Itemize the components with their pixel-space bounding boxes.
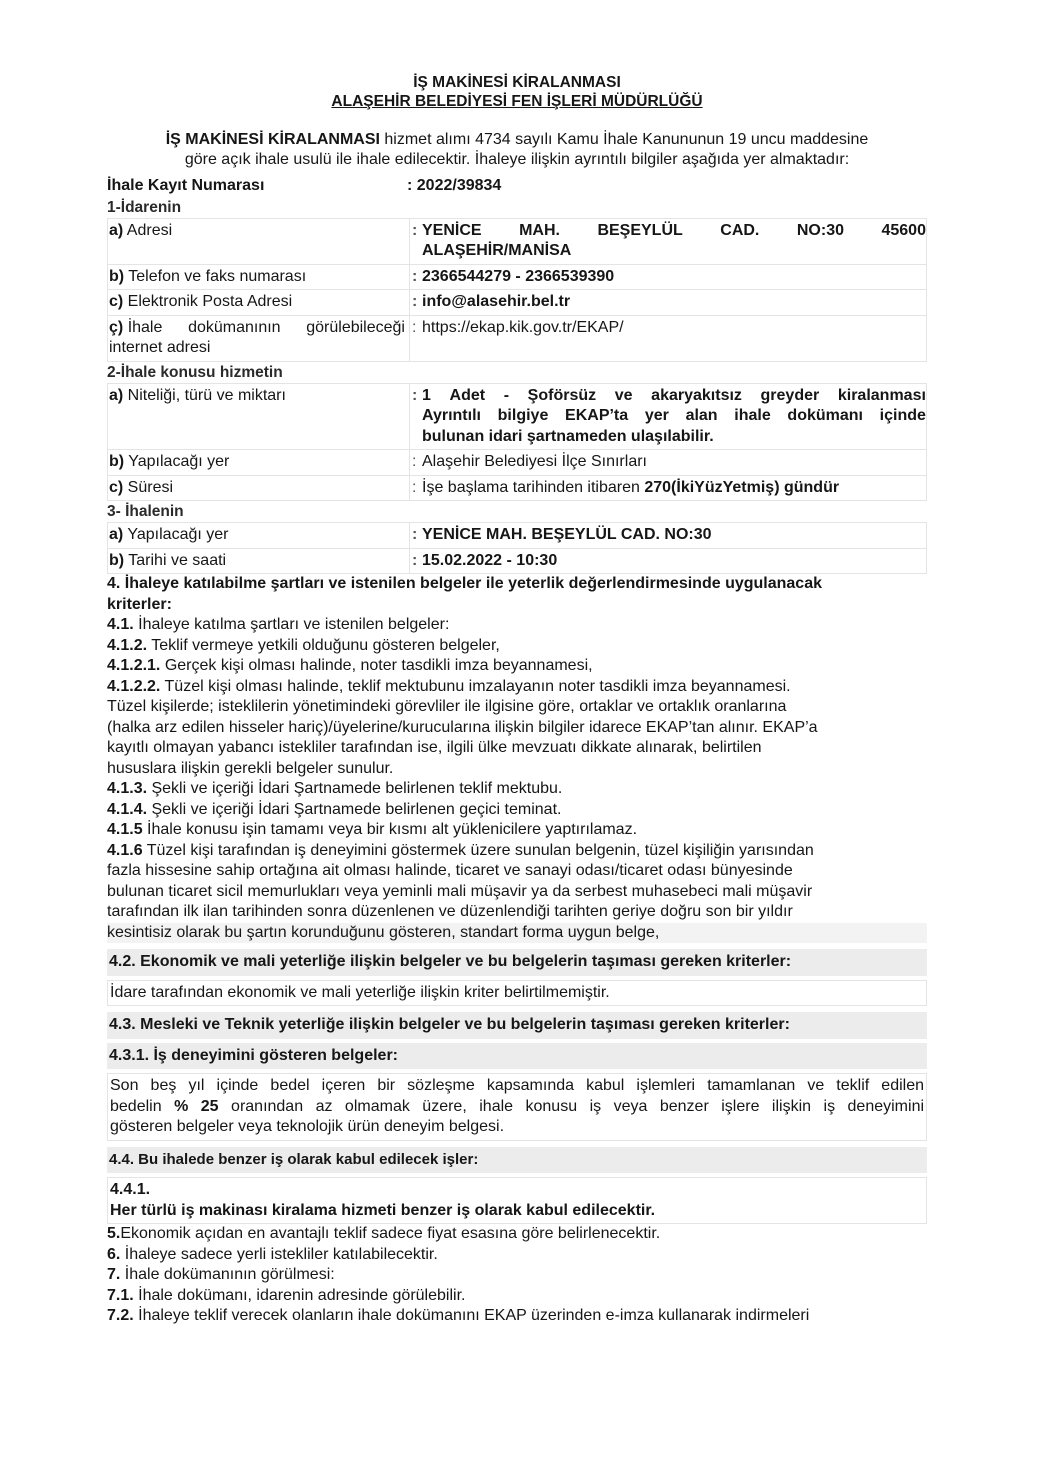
item-text: (halka arz edilen hisseler hariç)/üyelerine/kurucularına ilişkin bilgiler idarece EKAP’tan alınır. EKAP’a: [107, 718, 818, 736]
idare-table: [107, 218, 927, 362]
nitelik-word: EKAP’ta: [565, 407, 629, 424]
adres-word: : YENİCE: [422, 221, 482, 239]
nitelik-word: Şoförsüz: [527, 386, 597, 404]
tarih-label: Tarihi ve saati: [124, 551, 227, 569]
item-text: İhaleye sadece yerli istekliler katılabilecektir.: [120, 1245, 438, 1263]
section-idare: 1-İdarenin: [107, 198, 182, 216]
item-text: Tüzel kişi tarafından iş deneyimini göstermek üzere sunulan belgenin, tüzel kişiliğin yarısından: [142, 841, 814, 859]
nitelik-word: alan: [685, 407, 718, 424]
table-row: [108, 548, 927, 574]
adres-word: MAH.: [519, 221, 560, 239]
internet-label-line-2: internet adresi: [109, 339, 211, 356]
nitelik-word: : 1: [422, 386, 431, 404]
item-number: 6.: [107, 1245, 121, 1263]
telefon-value: : 2366544279 - 2366539390: [410, 264, 927, 290]
para-4-1-2-2: [107, 677, 927, 780]
item-text: Şekli ve içeriği İdari Şartnamede belirlenen teklif mektubu.: [147, 780, 563, 797]
heading-4-2: 4.2. Ekonomik ve mali yeterliğe ilişkin belgeler ve bu belgelerin taşıması gereken kriterler:: [107, 949, 927, 976]
para-7-2: [107, 1306, 927, 1327]
section-hizmet: 2-İhale konusu hizmetin: [107, 363, 283, 381]
item-text: bedelin: [110, 1097, 175, 1115]
item-number: 4.1.2.: [107, 636, 148, 654]
para-4-1-6: [107, 841, 927, 944]
nitelik-word: greyder: [760, 386, 820, 404]
nitelik-word: Ayrıntılı: [422, 407, 481, 424]
item-number: 5.: [107, 1225, 121, 1242]
para-4-1: [107, 615, 927, 636]
nitelik-label: Niteliği, türü ve miktarı: [123, 386, 286, 404]
table-row: [108, 218, 927, 264]
item-text: kesintisiz olarak bu şartın korunduğunu gösteren, standart forma uygun belge,: [107, 923, 927, 944]
ihale-table: [107, 522, 927, 574]
item-number: 4.1.2.2.: [107, 677, 161, 695]
item-text: İhale dokümanı, idarenin adresinde görülebilir.: [133, 1286, 466, 1304]
table-row: [108, 475, 927, 501]
sure-label: Süresi: [123, 478, 174, 496]
nitelik-word: akaryakıtsız: [651, 386, 742, 404]
item-number: 7.1.: [107, 1286, 134, 1304]
nitelik-word: ve: [614, 386, 633, 404]
item-number: 4.1.3.: [107, 780, 148, 797]
table-row: [108, 315, 927, 361]
item-number: 4.1.: [107, 616, 134, 633]
heading-4-line-1: 4. İhaleye katılabilme şartları ve istenilen belgeler ile yeterlik değerlendirmesinde uygulanacak: [107, 575, 822, 592]
item-text: Şekli ve içeriği İdari Şartnamede belirlenen geçici teminat.: [147, 800, 562, 818]
nitelik-value: [410, 383, 927, 450]
internet-value: : https://ekap.kik.gov.tr/EKAP/: [410, 315, 927, 361]
ihale-kayit-value: : 2022/39834: [407, 177, 502, 194]
para-4-3-1: [107, 1073, 927, 1141]
row-prefix: b): [109, 267, 125, 285]
item-text: Tüzel kişi olması halinde, teklif mektubunu imzalayanın noter tasdikli imza beyannamesi.: [160, 677, 791, 695]
item-number: 4.1.4.: [107, 800, 148, 818]
adres-word: BEŞEYLÜL: [597, 221, 683, 239]
item-number: 7.: [107, 1266, 121, 1283]
nitelik-word: ihale: [734, 407, 771, 424]
yer-label: Yapılacağı yer: [124, 453, 230, 470]
table-row: [108, 264, 927, 290]
adres-word: 45600: [881, 221, 926, 239]
sure-text: İşe başlama tarihinden itibaren: [422, 478, 645, 496]
item-number: 4.1.2.1.: [107, 657, 161, 674]
sure-value: [410, 475, 927, 501]
sure-bold: 270(İkiYüzYetmiş) gündür: [644, 478, 840, 496]
row-prefix: c): [109, 293, 124, 310]
label-word: dokümanının: [188, 318, 281, 336]
adres-word: NO:30: [796, 221, 844, 239]
item-text: kayıtlı olmayan yabancı istekliler tarafından ise, ilgili ülke mevzuatı dikkate alınarak, belirtilen: [107, 739, 762, 756]
ihale-kayit-row: [107, 176, 927, 197]
nitelik-word: bilgiye: [497, 407, 549, 424]
adres-word: CAD.: [720, 221, 760, 239]
item-text: Ekonomik açıdan en avantajlı teklif sadece fiyat esasına göre belirlenecektir.: [120, 1225, 661, 1242]
nitelik-word: içinde: [879, 407, 926, 424]
para-7-1: [107, 1286, 927, 1307]
nitelik-word: -: [503, 386, 510, 404]
item-text: bulunan ticaret sicil memurlukları veya yeminli mali müşavir ya da serbest muhasebeci mali müşavir: [107, 882, 813, 900]
para-4-1-2-1: [107, 656, 927, 677]
row-prefix: a): [109, 221, 124, 239]
table-row: [108, 523, 927, 549]
nitelik-word: yer: [644, 407, 669, 424]
item-text: Teklif vermeye yetkili olduğunu gösteren belgeler,: [147, 636, 500, 654]
yer-value: : Alaşehir Belediyesi İlçe Sınırları: [410, 450, 927, 476]
label-word: İhale: [127, 318, 163, 336]
item-text-line-2: [110, 1097, 924, 1118]
label-word: görülebileceği: [306, 318, 405, 336]
para-4-2: İdare tarafından ekonomik ve mali yeterliğe ilişkin kriter belirtilmemiştir.: [107, 980, 927, 1007]
item-text: İhaleye katılma şartları ve istenilen belgeler:: [133, 616, 450, 633]
item-text: Gerçek kişi olması halinde, noter tasdikli imza beyannamesi,: [160, 657, 593, 674]
row-prefix: a): [109, 526, 124, 543]
item-text: tarafından ilk ilan tarihinden sonra düzenlenen ve düzenlendiği tarihten geriye doğru son bir yıldır: [107, 903, 793, 920]
row-prefix: a): [109, 386, 124, 404]
intro-line-2: göre açık ihale usulü ile ihale edilecektir. İhaleye ilişkin ayrıntılı bilgiler aşağıda yer almaktadır:: [184, 151, 850, 168]
tarih-value: : 15.02.2022 - 10:30: [410, 548, 927, 574]
adres-line-2: ALAŞEHİR/MANİSA: [422, 242, 572, 259]
section-ihale: 3- İhalenin: [107, 503, 184, 520]
para-4-1-2: [107, 636, 927, 657]
hizmet-table: [107, 383, 927, 502]
table-row: [108, 450, 927, 476]
heading-4-4: 4.4. Bu ihalede benzer iş olarak kabul edilecek işler:: [107, 1147, 927, 1174]
ihale-yer-value: : YENİCE MAH. BEŞEYLÜL CAD. NO:30: [410, 523, 927, 549]
item-text: fazla hissesine sahip ortağına ait olması halinde, ticaret ve sanayi odası/ticaret odası bünyesinde: [107, 862, 793, 879]
nitelik-word: Adet: [449, 386, 486, 404]
item-text: Son beş yıl içinde bedel içeren bir sözleşme kapsamında kabul işlemleri tamamlanan ve teklif edilen: [110, 1077, 924, 1094]
para-5: [107, 1224, 927, 1245]
heading-4-line-2: kriterler:: [107, 595, 172, 613]
item-text: oranından az olmamak üzere, ihale konusu iş veya benzer işlere ilişkin iş deneyimini: [218, 1097, 925, 1115]
item-number: 7.2.: [107, 1307, 134, 1324]
nitelik-line-3: bulunan idari şartnameden ulaşılabilir.: [422, 427, 714, 445]
item-text: hususlara ilişkin gerekli belgeler sunulur.: [107, 759, 394, 777]
nitelik-word: dokümanı: [787, 407, 863, 424]
document-page: [107, 73, 927, 1327]
table-row: [108, 383, 927, 450]
document-title: [107, 73, 927, 111]
adres-label: Adresi: [123, 221, 173, 239]
title-line-1: İŞ MAKİNESİ KİRALANMASI: [413, 74, 621, 91]
eposta-value: : info@alasehir.bel.tr: [410, 290, 927, 316]
para-4-1-5: [107, 820, 927, 841]
intro-paragraph: [107, 130, 927, 170]
para-4-4-1: [107, 1177, 927, 1224]
row-prefix: b): [109, 453, 125, 470]
item-text: İhale konusu işin tamamı veya bir kısmı alt yüklenicilere yaptırılamaz.: [142, 821, 638, 838]
table-row: [108, 290, 927, 316]
item-text: gösteren belgeler veya teknolojik ürün deneyim belgesi.: [110, 1118, 505, 1135]
item-text: İhaleye teklif verecek olanların ihale dokümanını EKAP üzerinden e-imza kullanarak indirmeleri: [133, 1307, 810, 1324]
para-4-1-3: [107, 779, 927, 800]
title-line-2: ALAŞEHİR BELEDİYESİ FEN İŞLERİ MÜDÜRLÜĞÜ: [331, 93, 703, 110]
item-text: Tüzel kişilerde; isteklilerin yönetimindeki görevliler ile ilgisine göre, ortaklar ve ortaklık oranlarına: [107, 698, 787, 715]
item-number: 4.4.1.: [110, 1181, 151, 1198]
internet-label: [108, 315, 410, 361]
telefon-label: Telefon ve faks numarası: [124, 267, 307, 285]
item-number: 4.1.6: [107, 841, 143, 859]
item-number: 4.1.5: [107, 821, 143, 838]
intro-bold: İŞ MAKİNESİ KİRALANMASI: [165, 131, 380, 148]
nitelik-word: kiralanması: [837, 386, 926, 404]
para-7: [107, 1265, 927, 1286]
heading-4-3-1: 4.3.1. İş deneyimini gösteren belgeler:: [107, 1043, 927, 1070]
adres-value: [410, 218, 927, 264]
item-text: İhale dokümanının görülmesi:: [120, 1266, 335, 1283]
row-prefix: c): [109, 478, 124, 496]
heading-4: [107, 574, 927, 615]
ihale-yer-label: Yapılacağı yer: [123, 526, 229, 543]
row-prefix: ç): [109, 318, 124, 336]
row-prefix: b): [109, 551, 125, 569]
para-6: [107, 1245, 927, 1266]
para-4-1-4: [107, 800, 927, 821]
intro-rest: hizmet alımı 4734 sayılı Kamu İhale Kanununun 19 uncu maddesine: [379, 131, 869, 148]
heading-4-3: 4.3. Mesleki ve Teknik yeterliğe ilişkin belgeler ve bu belgelerin taşıması gereken kriterler:: [107, 1012, 927, 1039]
eposta-label: Elektronik Posta Adresi: [123, 293, 293, 310]
item-text: Her türlü iş makinası kiralama hizmeti benzer iş olarak kabul edilecektir.: [110, 1201, 656, 1219]
percent-value: % 25: [174, 1097, 219, 1115]
ihale-kayit-label: İhale Kayıt Numarası: [107, 177, 265, 194]
